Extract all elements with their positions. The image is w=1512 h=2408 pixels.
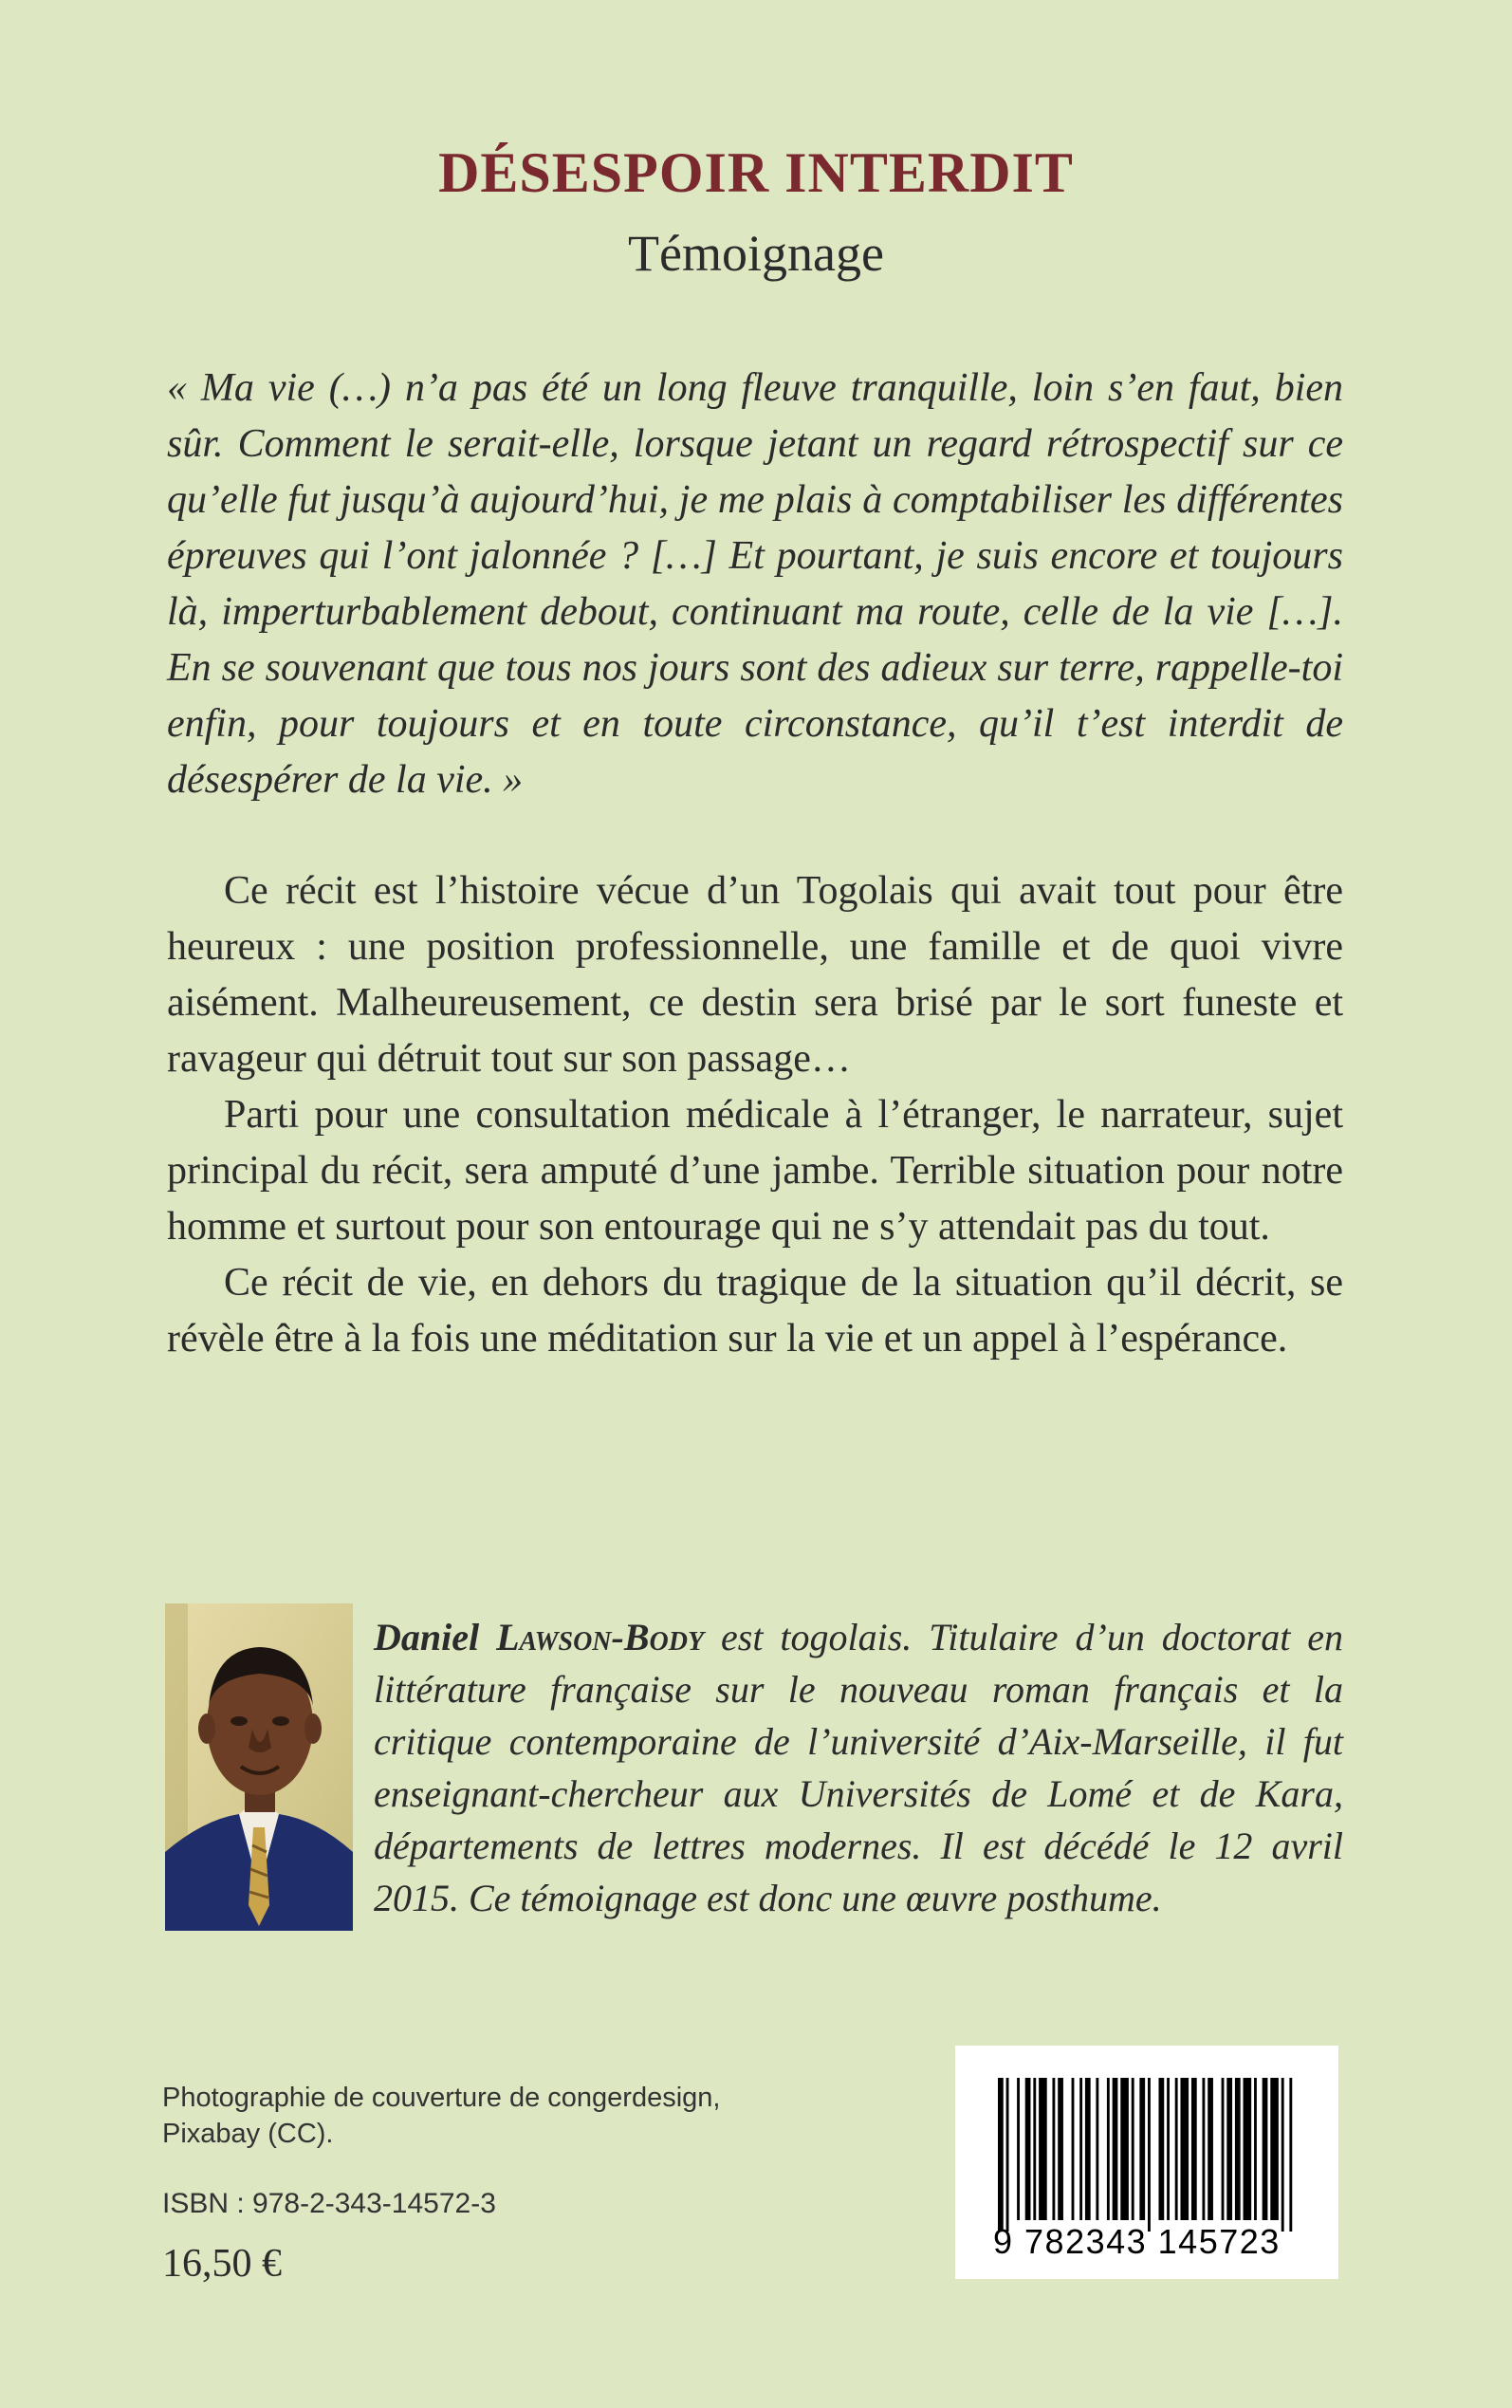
barcode-bars-icon (998, 2078, 1298, 2232)
summary-text (167, 863, 1343, 1367)
book-title: DÉSESPOIR INTERDIT (438, 141, 1074, 204)
price: 16,50 € (162, 2242, 282, 2286)
summary-paragraph-2: Parti pour une consultation médicale à l’étranger, le narrateur, sujet principal du récit, sera amputé d’une jambe. Terrible situation pour notre homme et surtout pour son entourage qui ne s’y attendait pas du tout. (167, 1093, 1343, 1249)
author-first-name: Daniel (374, 1616, 480, 1658)
photo-credit (162, 2080, 826, 2152)
author-bio (374, 1611, 1343, 1924)
summary-paragraph-1: Ce récit est l’histoire vécue d’un Togolais qui avait tout pour être heureux : une position professionnelle, une famille et de quoi vivre aisément. Malheureusement, ce destin sera brisé par le sort funeste et ravageur qui détruit tout sur son passage… (167, 869, 1343, 1081)
excerpt-quote: « Ma vie (…) n’a pas été un long fleuve tranquille, loin s’en faut, bien sûr. Comment le serait-elle, lorsque jetant un regard rétrospectif sur ce qu’elle fut jusqu’à aujourd’hui, je me plais à comptabiliser les différentes épreuves qui l’ont jalonnée ? […] Et pourtant, je suis encore et toujours là, imperturbablement debout, continuant ma route, celle de la vie […]. En se souvenant que tous nos jours sont des adieux sur terre, rappelle-toi enfin, pour toujours et en toute circonstance, qu’il t’est interdit de désespérer de la vie. » (167, 366, 1343, 802)
summary-paragraph-3: Ce récit de vie, en dehors du tragique de la situation qu’il décrit, se révèle être à la fois une méditation sur la vie et un appel à l’espérance. (167, 1261, 1343, 1361)
author-portrait-image (165, 1603, 353, 1931)
barcode (955, 2046, 1338, 2279)
author-last-name: Lawson-Body (496, 1616, 705, 1658)
author-photo (165, 1603, 353, 1931)
isbn: ISBN : 978-2-343-14572-3 (162, 2188, 496, 2219)
photo-credit-line-2: Pixabay (CC). (162, 2119, 334, 2149)
author-bio-text: est togolais. Titulaire d’un doctorat en littérature française sur le nouveau roman français et la critique contemporaine de l’université d’Aix-Marseille, il fut enseignant-chercheur aux Universités de Lomé et de Kara, départements de lettres modernes. Il est décédé le 12 avril 2015. Ce témoignage est donc une œuvre posthume. (374, 1616, 1344, 1919)
book-subtitle: Témoignage (628, 225, 884, 282)
barcode-digits: 9 782343 145723 (993, 2222, 1281, 2261)
photo-credit-line-1: Photographie de couverture de congerdesign, (162, 2083, 721, 2113)
